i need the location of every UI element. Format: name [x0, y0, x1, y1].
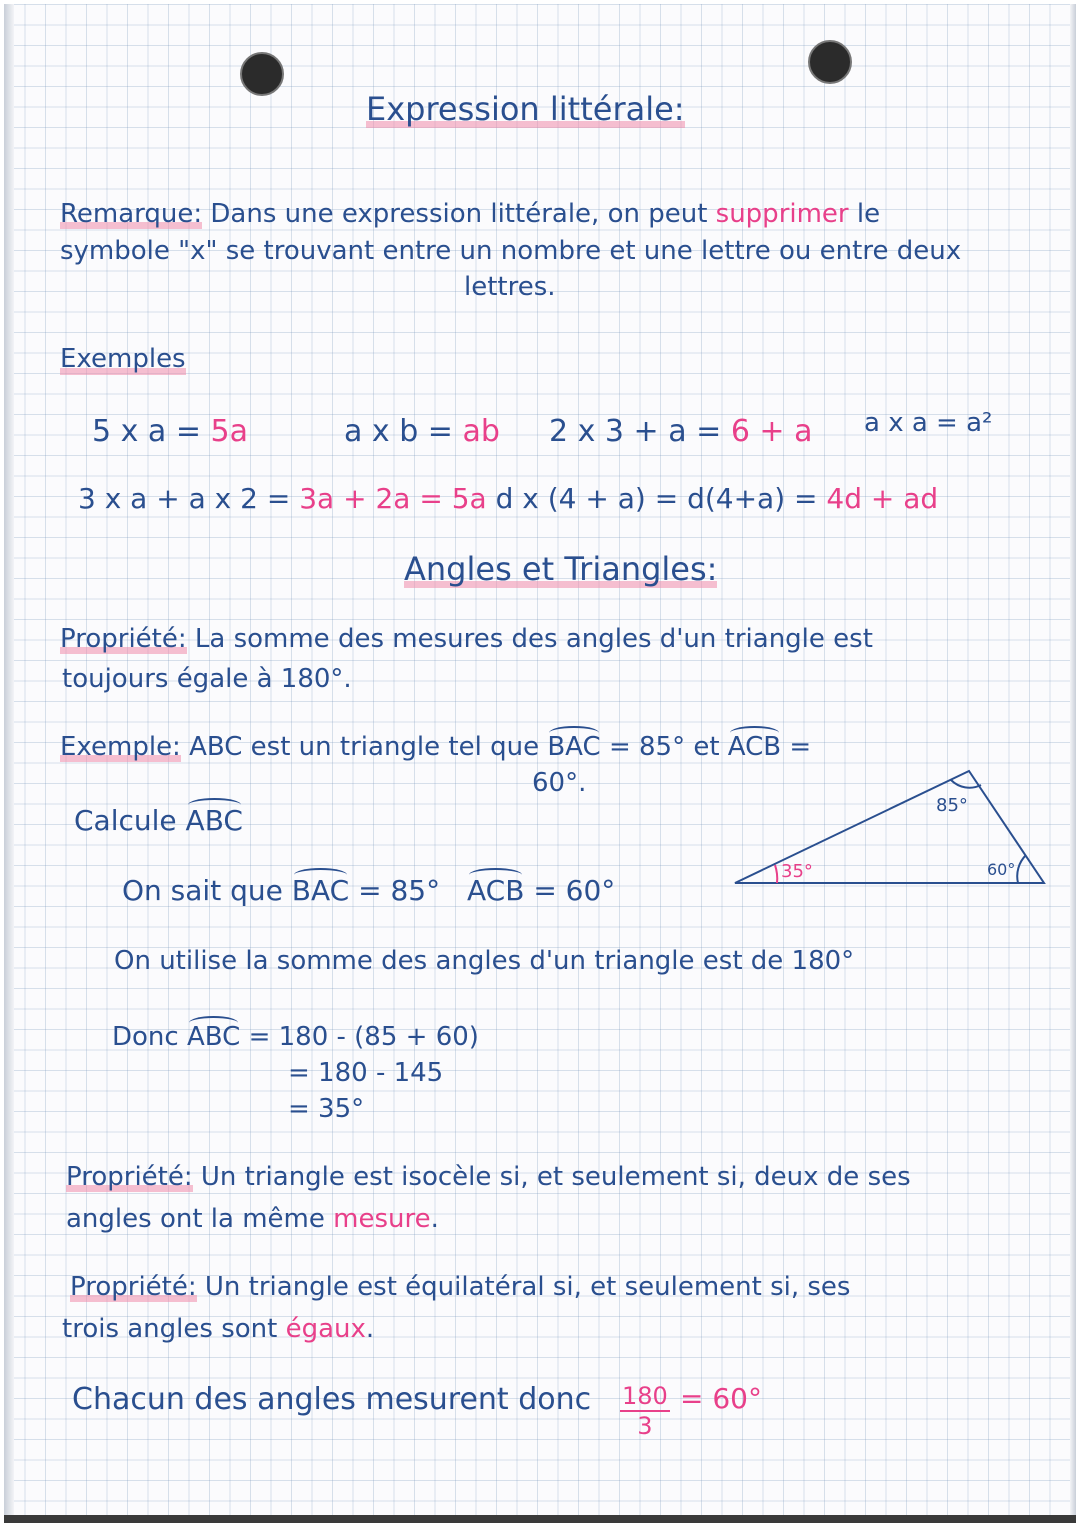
propriete-1-line-1	[60, 624, 873, 655]
example-6-left: d x (4 + a) = d(4+a) =	[495, 482, 818, 515]
propriete-2-period: .	[430, 1204, 439, 1234]
remarque-text-1a: Dans une expression littérale, on peut	[210, 199, 708, 229]
propriete-2-line-1	[66, 1162, 911, 1193]
triangle-label-top: 85°	[936, 795, 968, 816]
triangle-sketch	[729, 759, 1059, 894]
example-3	[549, 414, 813, 450]
triangle-label-right: 60°	[987, 860, 1016, 879]
notebook-page	[4, 4, 1076, 1523]
utilise-line: On utilise la somme des angles d'un triangle est de 180°	[114, 946, 855, 976]
donc-text: Donc	[112, 1022, 179, 1052]
sait-bac: BAC	[291, 874, 350, 907]
triangle-label-left: 35°	[781, 861, 813, 882]
angle-arc-right	[1017, 855, 1026, 883]
propriete-3-line-2	[62, 1314, 374, 1345]
sait-bac-value: = 85°	[358, 874, 441, 907]
sait-line	[122, 874, 615, 908]
title-expression-litterale: Expression littérale:	[366, 90, 685, 128]
calc-step-1: = 180 - (85 + 60)	[248, 1022, 479, 1052]
binder-hole-left	[240, 52, 284, 96]
example-row-2	[78, 482, 938, 516]
remarque-label: Remarque:	[60, 199, 203, 229]
example-2-right: ab	[462, 414, 500, 449]
exemples-label: Exemples	[60, 344, 186, 374]
example-5-result: 3a + 2a = 5a	[299, 482, 487, 515]
example-3-left: 2 x 3 + a =	[549, 414, 722, 449]
title-angles-triangles: Angles et Triangles:	[404, 550, 718, 588]
example-6-result: 4d + ad	[826, 482, 939, 515]
exemple-line-2: 60°.	[532, 768, 587, 798]
remarque-line-2: symbole "x" se trouvant entre un nombre et une lettre ou entre deux	[60, 236, 962, 266]
page-left-edge	[4, 4, 14, 1523]
propriete-2-line-2	[66, 1204, 439, 1235]
remarque-line-1	[60, 199, 880, 230]
remarque-line-3: lettres.	[464, 272, 556, 302]
propriete-2-text-1: Un triangle est isocèle si, et seulement si, deux de ses	[200, 1162, 911, 1192]
binder-hole-right	[808, 40, 852, 84]
propriete-1-text-1: La somme des mesures des angles d'un triangle est	[194, 624, 873, 654]
exemple-text-mid: = 85° et	[608, 732, 720, 762]
donc-line	[112, 1022, 479, 1053]
sait-prefix: On sait que	[122, 874, 283, 907]
example-4: a x a = a²	[864, 408, 993, 438]
exemple-text-1: ABC est un triangle tel que	[189, 732, 540, 762]
angle-arc-left	[775, 865, 777, 883]
fraction-denominator: 3	[637, 1412, 653, 1440]
propriete-3-egaux: égaux	[285, 1314, 366, 1344]
propriete-3-label: Propriété:	[70, 1272, 197, 1302]
fraction-numerator: 180	[622, 1382, 668, 1410]
chacun-fraction	[620, 1382, 670, 1440]
angle-acb-label: ACB	[727, 732, 782, 762]
remarque-text-1c: le	[856, 199, 881, 229]
page-right-edge	[1070, 4, 1076, 1523]
remarque-text-supprimer: supprimer	[715, 199, 849, 229]
propriete-3-period: .	[365, 1314, 375, 1344]
exemple-label: Exemple:	[60, 732, 181, 762]
exemple-line-1	[60, 732, 811, 763]
propriete-2-mesure: mesure	[333, 1204, 431, 1234]
chacun-result: = 60°	[680, 1382, 762, 1415]
propriete-1-label: Propriété:	[60, 624, 187, 654]
angle-bac-label: BAC	[547, 732, 601, 762]
propriete-3-text-2a: trois angles sont	[62, 1314, 278, 1344]
calc-step-2: = 180 - 145	[288, 1058, 444, 1088]
propriete-1-line-2: toujours égale à 180°.	[62, 664, 352, 694]
propriete-3-line-1	[70, 1272, 850, 1303]
example-1	[92, 414, 248, 450]
calc-step-3: = 35°	[288, 1094, 365, 1124]
example-3-right: 6 + a	[730, 414, 813, 449]
sait-acb: ACB	[466, 874, 525, 907]
example-2-left: a x b =	[344, 414, 453, 449]
exemple-text-end: =	[789, 732, 812, 762]
donc-abc: ABC	[186, 1022, 241, 1052]
example-1-right: 5a	[210, 414, 249, 449]
calcule-text: Calcule	[74, 804, 177, 837]
example-2	[344, 414, 500, 450]
propriete-2-text-2a: angles ont la même	[66, 1204, 325, 1234]
propriete-3-text-1: Un triangle est équilatéral si, et seulement si, ses	[204, 1272, 851, 1302]
calcule-line	[74, 804, 243, 838]
example-1-left: 5 x a =	[92, 414, 201, 449]
propriete-2-label: Propriété:	[66, 1162, 193, 1192]
sait-acb-value: = 60°	[533, 874, 616, 907]
chacun-text: Chacun des angles mesurent donc	[72, 1382, 592, 1417]
example-5-left: 3 x a + a x 2 =	[78, 482, 291, 515]
page-bottom-edge	[4, 1515, 1076, 1523]
angle-abc-label: ABC	[185, 804, 243, 837]
